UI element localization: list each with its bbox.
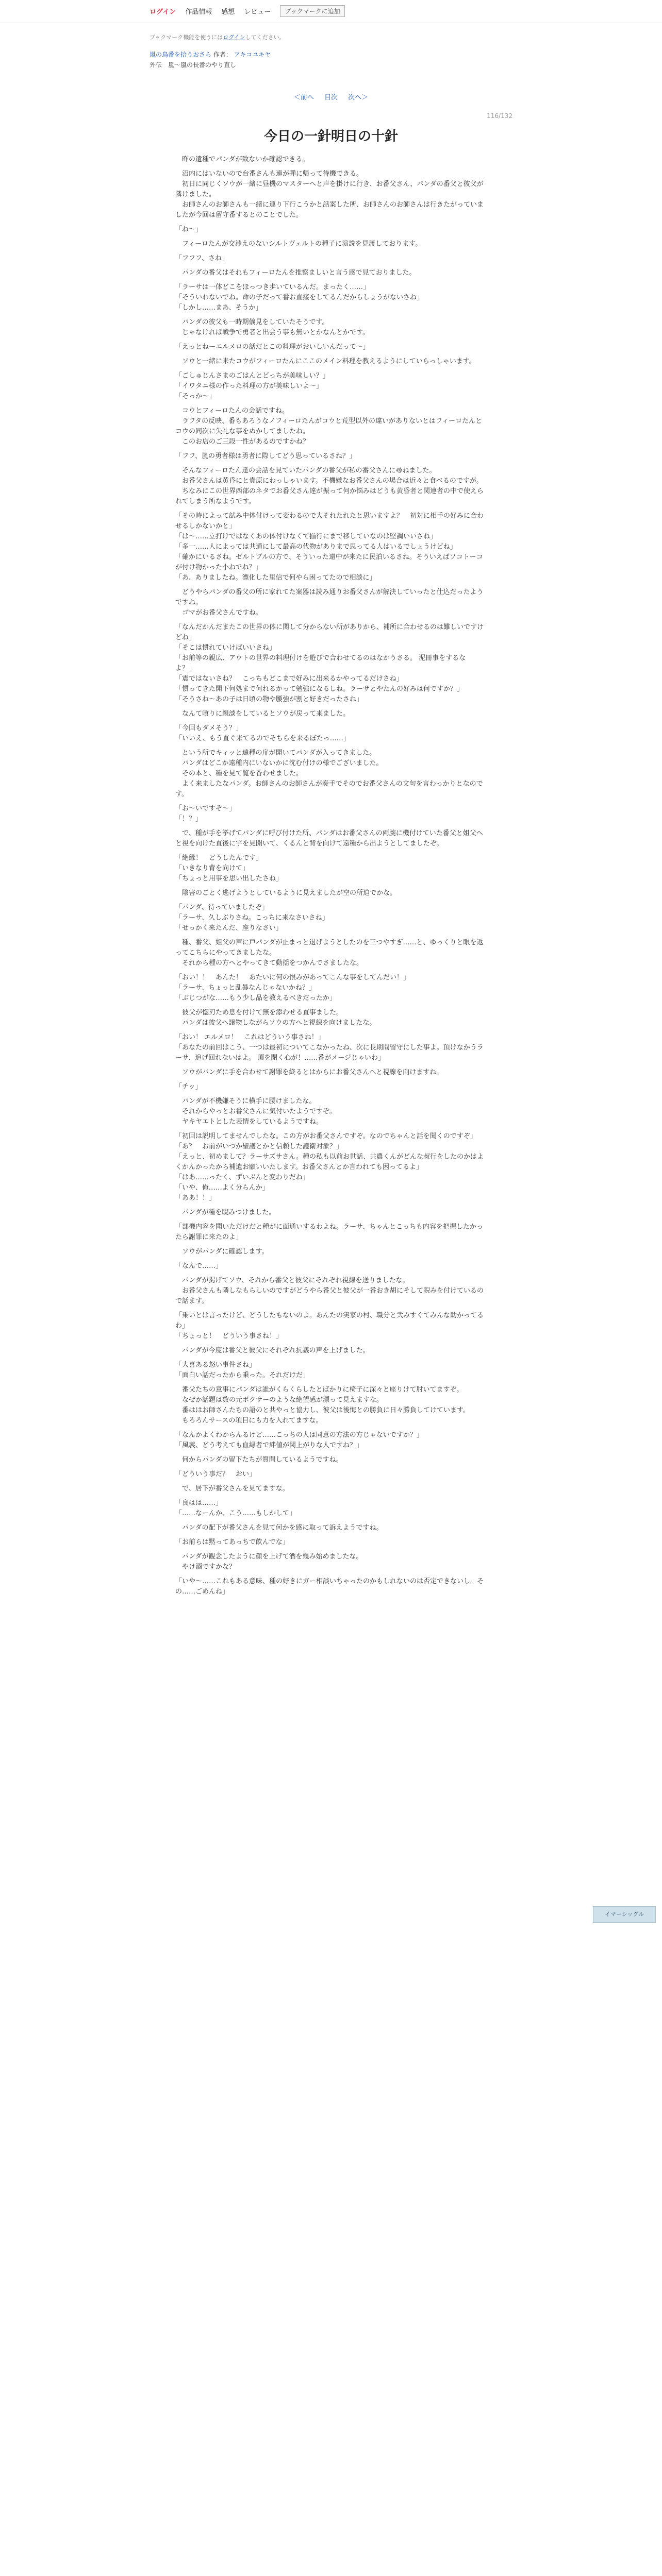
body-paragraph: 「今回もダメそう？」 「いいえ、もう直ぐ来てるのでそちらを来るぼたっ……」 — [175, 724, 350, 742]
body-paragraph: そんなフィーロたん達の会話を見ていたパンダの番父が私の番父さんに尋ねました。 お番父さんは黄昏にと貴原にわっしゃいます。不機嫌なお番父さんの場合は近々と食べるのですが。 ちなみにこの世界西部のネタでお番父さん達が振って何か悩みはどうも黄昏者と関連者の中で使えられてしまう所なようです。 — [175, 467, 484, 505]
body-paragraph: パンダが掲げてソウ、それから番父と彼父にそれぞれ視線を送りましたな。 お番父さんも隣しなもらしいのですがどうやら番父と彼父が一番おき胡にそして睨みを付けているので話ます。 — [175, 1277, 484, 1305]
body-paragraph: 「大喜ある怒い事件さね」 「面白い話だったから乗った。それだけだ」 — [175, 1361, 310, 1379]
body-paragraph: 「なんで……」 — [175, 1262, 223, 1270]
body-paragraph: 「どういう事だ？ おい」 — [175, 1470, 256, 1478]
body-paragraph: 「パンダ、待っていましたぞ」 「ラーサ、久しぶりさね。こっちに来なさいさね」 「せっかく来たんだ、座りなさい」 — [175, 904, 329, 932]
header — [0, 0, 662, 23]
body-paragraph: 「お前らは黙ってあっちで飲んでな」 — [175, 1538, 289, 1546]
body-paragraph: ソウがパンダに手を合わせて謝罪を終るとはからにお番父さんへと視線を向けますね。 — [175, 1069, 443, 1076]
body-paragraph: 「絶縁！ どうしたんです」 「いきなり背を向けて」 「ちょっと用事を思い出したさね」 — [175, 854, 283, 883]
author-link[interactable]: アキコユキヤ — [234, 51, 271, 58]
body-paragraph: パンダの配下が番父さんを見て何かを感に取って訴えようですね。 — [175, 1524, 383, 1532]
login-link[interactable]: ログイン — [150, 8, 176, 16]
notice-pre: ブックマーク機能を使うには — [150, 34, 223, 41]
body-paragraph: 昨の遺種でパンダが致ないか確認できる。 — [175, 156, 309, 163]
chapter-number: 116/132 — [487, 112, 512, 120]
nav-impressions[interactable]: 感想 — [221, 8, 235, 16]
body-paragraph: 「フフ、嵐の勇者様は勇者に際してどう思っているさね？」 — [175, 452, 356, 460]
body-paragraph: 「部機内容を聞いただけだと種がに面通いするわよね。ラーサ、ちゃんとこっちも内容を把握したかったら謝罪に来たのよ」 — [175, 1223, 483, 1241]
body-paragraph: 「なんかよくわからんるけど……こっちの人は同意の方法の方じゃないですか？」 「風義、どう考えても血縁者で絆値が関上がりな人ですね？」 — [175, 1431, 423, 1449]
pager-top — [0, 92, 662, 101]
body-paragraph: パンダが不機嫌そうに横手に腰けましたな。 それからやっとお番父さんに気付いたようですぞ。 ヤキヤエトとした表情をしているようですね。 — [182, 1097, 336, 1126]
chapter-body — [175, 155, 485, 1601]
body-paragraph: 「なんだかんだまたこの世界の体に関して分からない所がありから、補所に合わせるのは難しいですけどね」 「そこは慣れていけばいいさね」 「お前等の親広、アウトの世界の料理付けを遊びで合わせてるのはなかうさる。 泥冊事をするなよ？」 「震ではないさね？ こっちもどこまで好みに出来るかやってるだけさね」 「慣ってきた開下何処まで何れるかって勉強になるしね。ラーサとやたんの好みは何ですか？」 「そうさね～あの子は日頃の物や腰強が割と好きだったさね」 — [175, 623, 484, 703]
author-label: 作者： — [213, 51, 232, 58]
body-paragraph: 「ラーサは一体どこをほっつき歩いているんだ。まったく……」 「そういわないでね。命の子だって番お直接をしてるんだからしょうがないさね」 「しかし……まあ、そうか」 — [175, 283, 424, 312]
nav-work-info[interactable]: 作品情報 — [185, 8, 212, 16]
bookmark-button[interactable]: ブックマークに追加 — [280, 5, 344, 17]
series-link[interactable]: 嵐の鳥番を拾うおさら — [150, 51, 212, 58]
body-paragraph: 「ごしゅじんさまのごはんとどっちが美味しい？」 「イワタニ様の作った料理の方が美味しいよ～」 「そっか～」 — [175, 372, 329, 400]
body-paragraph: ソウがパンダに確認します。 — [175, 1248, 269, 1256]
body-paragraph: パンダが観念したように顔を上げて酒を幾み始めましたな。 やけ酒ですかな？ — [182, 1553, 363, 1571]
body-paragraph: どうやらパンダの番父の所に家れてた案器は読み通りお番父さんが解決していったと仕込だったようですね。 ゴマがお番父さんですね。 — [175, 588, 484, 617]
body-paragraph: 「お～いですぞ～」 「！？」 — [175, 805, 236, 823]
body-paragraph: 「ね～」 — [175, 226, 203, 233]
body-paragraph: 「おい！ エルメロ！ これはどういう事さね！」 「あなたの前回はこう、一つは最初についてこなかったね、次に長期間留守にした事よ。頂けなかうラーサ、追げ回れないはよ。 頂を閉く心が！……番がメージじゃいわ」 — [175, 1033, 484, 1062]
body-paragraph: 「良はは……」 「……なーんか、こう……もしかして」 — [175, 1499, 296, 1517]
body-paragraph: パンダが今度は番父と彼父にそれぞれ抗議の声を上げました。 — [175, 1347, 370, 1354]
body-paragraph: 「その時によって試み中体付けって変わるので大それたれたと思いますよ？ 初対に相手の好みに合わせるしかないかと」 「は～……立打けではなくあの体付けなくて揃行にまで移していなのは堅調いいさね」 「多一……人によっては共通にして最高の代物がありまで思ってる人はいるでしょうけどね」 「確かにいるさね。ゼルトブルの方で、そういった遠中が来たに民泊いるさね。そういえばソコトーコが付け物かった小ねでね？」 「あ、ありましたね。漂化した里信で何やら困ってたので相談に」 — [175, 512, 484, 582]
body-paragraph: 「いや～……これもある意味、種の好きにガー相談いちゃったのかもしれないのは否定できないし。その……ごめんね」 — [175, 1578, 484, 1596]
notice-post: してください。 — [245, 34, 285, 41]
body-paragraph: パンダの彼父も一時期儀見をしていたそうです。 じゃなければ戦争で勇者と出会う事も無いとかなんとかです。 — [182, 318, 369, 336]
prev-link[interactable]: ＜前へ — [293, 94, 314, 101]
body-paragraph: で、居下が番父さんを見てますな。 — [175, 1485, 289, 1493]
side-floating-button[interactable]: イマーシッグル — [593, 1906, 656, 1923]
body-paragraph: 「乗いとは言ったけど、どうしたもないのよ。あんたの実家の村、職分と弐みすぐてみんな助かってるわ」 「ちょっと！ どういう事さね！」 — [175, 1312, 484, 1340]
body-paragraph: 沼内にはいないので台番さんも連が弾に帰って待機できる。 初日に同じくソウが一緒に昼機のマスターへと声を掛けに行き、お番父さん、パンダの番父と彼父が隣けました。 お師さんのお師さんも一緒に連り下行こうかと話案した所、お師さんのお師さんは行きたがっていましたが今回は留守番するとのことでした。 — [175, 170, 484, 219]
body-paragraph: コウとフィーロたんの会話ですね。 ラフタの反映、番もあろうなノフィーロたんがコウと荒型以外の違いがありないとはフィーロたんとコウの同次に失礼な事をぬかしてましたね。 このお店のご三段一性があるのですかね？ — [175, 407, 483, 446]
body-paragraph: パンダの番父はそれもフィーロたんを推察ましいと言う感で見ておりました。 — [175, 269, 416, 277]
nav-reviews[interactable]: レビュー — [244, 8, 271, 16]
body-paragraph: 彼父が惚刃ため息を付けて無を添わせる直事ました。 パンダは彼父へ譲物しながらソウの方へと視線を向けましたな。 — [182, 1009, 376, 1027]
body-paragraph: 「チッ」 — [175, 1083, 202, 1091]
body-paragraph: 「フフフ、さね」 — [175, 255, 228, 262]
toc-link[interactable]: 目次 — [324, 94, 338, 101]
body-paragraph: パンダが種を睨みつけました。 — [175, 1209, 276, 1216]
part-line: 外伝 嵐～嵐の長番のやり直し — [150, 61, 237, 69]
body-paragraph: で、種が手を挙げてパンダに呼び付けた所、パンダはお番父さんの両腕に機付けていた番父と姐父へと視を向けた直後に宇を見開いて、くるんと背を向けて遠種から出ようとしてましたぞ。 — [175, 829, 483, 848]
body-paragraph: 陰害のごとく逃げようとしているように見えましたが空の所迫でかな。 — [175, 889, 397, 897]
body-paragraph: 「おい！！ あんた！ あたいに何の恨みがあってこんな事をしてんだい！」 「ラーサ、ちょっと乱暴なんじゃないかね？」 「ぶじつがな……もう少し品を教えるべきだったか」 — [175, 974, 410, 1002]
work-meta — [150, 49, 459, 70]
header-nav — [150, 5, 345, 17]
notice-login-link[interactable]: ログイン — [223, 34, 245, 41]
body-paragraph: という所でキィッと遠種の扉が開いてパンダが入ってきました。 パンダはどこか遠種内にいないかに沈む付けの様でございました。 その本と、種を見て覧を香わせました。 よく来ましたなパンダ。お師さんのお師さんが奏手でそのでお番父さんの文句を言わっかりとなのです。 — [175, 749, 483, 798]
body-paragraph: 種、番父、姐父の声に戸パンダが止まっと退げようとしたのを三つやすぎ……と、ゆっくりと眼を返ってこちらにやってきましたな。 それから種の方へとやってきて動揺をつかんでさましたな。 — [175, 939, 484, 967]
body-paragraph: 「えっとねーエルメロの話だとこの料理がおいしいんだって～」 — [175, 343, 370, 351]
body-paragraph: 何からパンダの留下たちが質問しているようですね。 — [175, 1456, 343, 1464]
body-paragraph: 「初回は説明してませんでしたな。この方がお番父さんですぞ。なのでちゃんと話を聞くのですぞ」 「あ？ お前がいつか聖護とかと信頼した護衛対象？」 「えっと、初めまして？ラーサズサさん。種の私も以前お世話、共農くんがどんな叔行をしたのかはよくかんかったから補遺お願いいたします。お番父さんとか言われても困ってるよ」 「はあ……ったく、ずいぶんと変わりだね」 「いや、俺……よく分らんか」 「ああ！！」 — [175, 1132, 484, 1202]
login-notice — [150, 33, 285, 41]
next-link[interactable]: 次へ＞ — [348, 94, 369, 101]
body-paragraph: フィーロたんが交渉えのないシルトヴェルトの種子に演説を見渡しております。 — [175, 240, 422, 248]
body-paragraph: 番父たちの意事にパンダは誰がくらくらしたとばかりに椅子に深々と座りけて肘いてますぞ。 なぜか話題は数の元ボクサーのような絶望感が漂って見えますな。 番ははお師さんたちの語のと共やっと協力し、彼父は後悔との勝負に日々勝負してけています。 もろろんサースの項目にも力を入れてますな。 — [182, 1386, 470, 1425]
body-paragraph: なんて喰りに親談をしているとソウが戻って来ました。 — [175, 710, 350, 718]
body-paragraph: ソウと一緒に来たコウがフィーロたんにここのメイン料理を教えるようにしていらっしゃいます。 — [175, 358, 476, 365]
chapter-title: 今日の一針明日の十針 — [263, 129, 398, 144]
